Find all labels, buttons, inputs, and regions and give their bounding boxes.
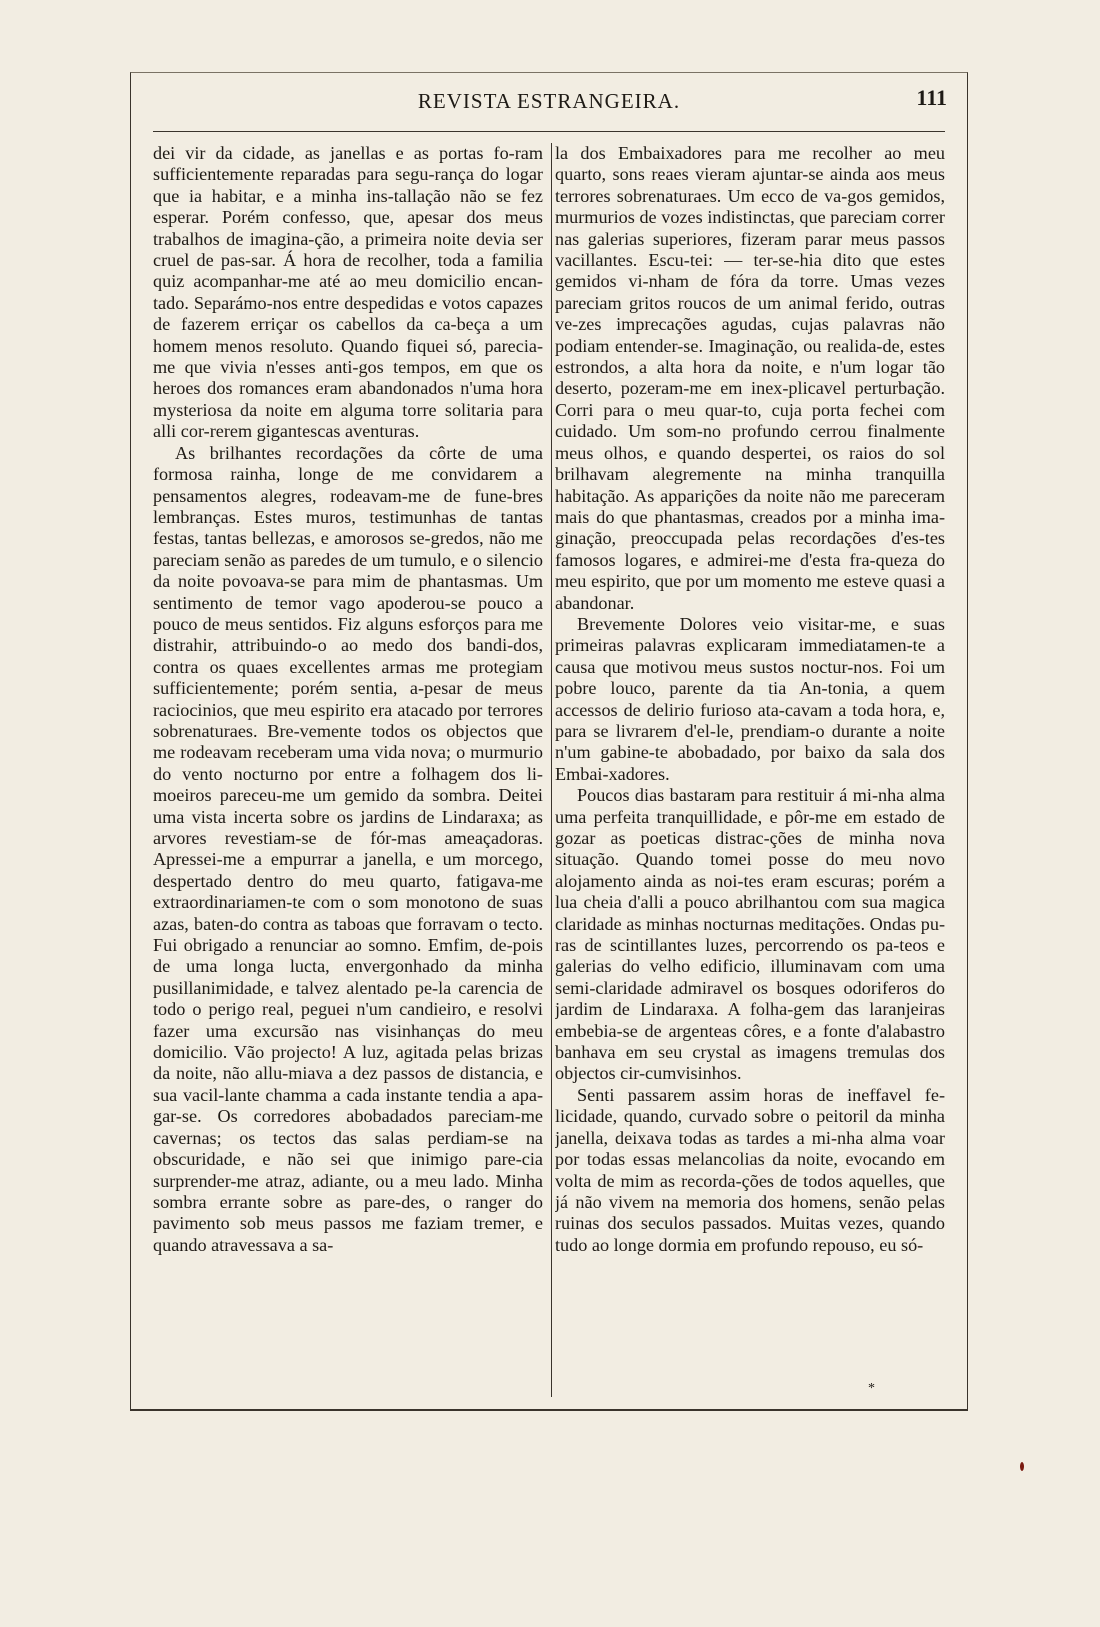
header-rule: [153, 131, 945, 132]
left-paragraph-2: As brilhantes recordações da côrte de uma formosa rainha, longe de me convidarem a pensamentos alegres, rodeavam-me de fune-bres lembranças. Estes muros, testimunhas de tantas festas, tantas bellezas, e amorosos se-gredos, não me pareciam senão as paredes de um tumulo, e o silencio da noite povoava-se para mim de phantasmas. Um sentimento de temor vago apoderou-se pouco a pouco de meus sentidos. Fiz alguns esforços para me distrahir, attribuindo-o ao medo dos bandi-dos, contra os quaes excellentes armas me protegiam sufficientemente; porém sentia, a-pesar de meus raciocinios, que meu espirito era atacado por terrores sobrenaturaes. Bre-vemente todos os objectos que me rodeavam receberam uma vida nova; o murmurio do vento nocturno por entre a folhagem dos li-moeiros pareceu-me um gemido da sombra. Deitei uma vista incerta sobre os jardins de Lindaraxa; as arvores revestiam-se de fór-mas ameaçadoras. Apressei-me a empurrar a janella, e um morcego, despertado dentro do meu quarto, fatigava-me extraordinariamen-te com o som monotono de suas azas, baten-do contra as taboas que forravam o tecto. Fui obrigado a renunciar ao somno. Emfim, de-pois de uma longa lucta, envergonhado da minha pusillanimidade, e talvez alentado pe-la carencia de todo o perigo real, peguei n'um candieiro, e resolvi fazer uma excursão nas visinhanças do meu domicilio. Vão projecto! A luz, agitada pelas brizas da noite, não allu-miava a dez passos de distancia, e sua vacil-lante chamma a cada instante tendia a apa-gar-se. Os corredores abobadados pareciam-me cavernas; os tectos das salas perdiam-se na obscuridade, e não sei que inimigo pare-cia surprender-me atraz, adiante, ou a meu lado. Minha sombra errante sobre as pare-des, o ranger do pavimento sob meus passos me faziam tremer, e quando atravessava a sa-: [153, 442, 543, 1255]
running-title: REVISTA ESTRANGEIRA.: [417, 89, 681, 113]
page-header: [131, 73, 967, 129]
left-paragraph-1: dei vir da cidade, as janellas e as portas fo-ram sufficientemente reparadas para segu-rança do logar que ia habitar, e a minha ins-tallação não se fez esperar. Porém confesso, que, apesar dos meus trabalhos de imagina-ção, a primeira noite devia ser cruel de pas-sar. Á hora de recolher, toda a familia quiz acompanhar-me até ao meu domicilio encan-tado. Separámo-nos entre despedidas e votos capazes de fazerem erriçar os cabellos da ca-beça a um homem menos resoluto. Quando fiquei só, parecia-me que vivia n'esses anti-gos tempos, em que os heroes dos romances eram abandonados n'uma hora mysteriosa da noite em alguma torre solitaria para alli cor-rerem gigantescas aventuras.: [153, 143, 543, 442]
page-frame: [130, 72, 968, 1411]
right-paragraph-2: Brevemente Dolores veio visitar-me, e suas primeiras palavras explicaram immediatamen-te a causa que motivou meus sustos noctur-nos. Foi um pobre louco, parente da tia An-tonia, a quem accessos de delirio furioso ata-cavam a toda hora, e, para se livrarem d'el-le, prendiam-o durante a noite n'um gabine-te abobadado, por baixo da sala dos Embai-xadores.: [555, 613, 945, 784]
right-paragraph-3: Poucos dias bastaram para restituir á mi-nha alma uma perfeita tranquillidade, e pôr-me em estado de gozar as poeticas distrac-ções de minha nova situação. Quando tomei posse do meu novo alojamento ainda as noi-tes eram escuras; porém a lua cheia d'alli a pouco abrilhantou com sua magica claridade as minhas nocturnas meditações. Ondas pu-ras de scintillantes luzes, percorrendo os pa-teos e galerias do velho edificio, illuminavam com uma semi-claridade admiravel os bosques odoriferos do jardim de Lindaraxa. A folha-gem das laranjeiras embebia-se de argenteas côres, e a fonte d'alabastro banhava em seu crystal as imagens tremulas dos objectos cir-cumvisinhos.: [555, 785, 945, 1084]
left-column: [153, 143, 543, 1397]
right-paragraph-4: Senti passarem assim horas de ineffavel fe-licidade, quando, curvado sobre o peitoril da minha janella, deixava todas as tardes a mi-nha alma voar por todas essas melancolias da noite, evocando em volta de mim as recorda-ções de todos aquelles, que já não vivem na memoria dos homens, senão pelas ruinas dos seculos passados. Muitas vezes, quando tudo ao longe dormia em profundo repouso, eu só-: [555, 1084, 945, 1255]
right-paragraph-1: la dos Embaixadores para me recolher ao meu quarto, sons reaes vieram ajuntar-se ainda aos meus terrores sobrenaturaes. Um ecco de va-gos gemidos, murmurios de vozes indistinctas, que pareciam correr nas galerias superiores, fizeram parar meus passos vacillantes. Escu-tei: — ter-se-hia dito que estes gemidos vi-nham de fóra da torre. Umas vezes pareciam gritos roucos de um animal ferido, outras ve-zes imprecações agudas, cujas palavras não podiam entender-se. Imaginação, ou realida-de, estes estrondos, a alta hora da noite, e n'um logar tão deserto, pozeram-me em inex-plicavel perturbação. Corri para o meu quar-to, cuja porta fechei com cuidado. Um som-no profundo cerrou finalmente meus olhos, e quando despertei, os raios do sol brilhavam alegremente na minha tranquilla habitação. As apparições da noite não me pareceram mais do que phantasmas, creados por a minha ima-ginação, preoccupada pelas recordações d'es-tes famosos logares, e admirei-me d'esta fra-queza do meu espirito, que por um momento me esteve quasi a abandonar.: [555, 143, 945, 613]
page-number: 111: [916, 85, 947, 110]
right-column: [555, 143, 945, 1397]
ink-stain: [1020, 1462, 1024, 1471]
column-divider: [551, 143, 552, 1397]
signature-mark: *: [868, 1381, 875, 1396]
text-columns: [153, 143, 945, 1399]
